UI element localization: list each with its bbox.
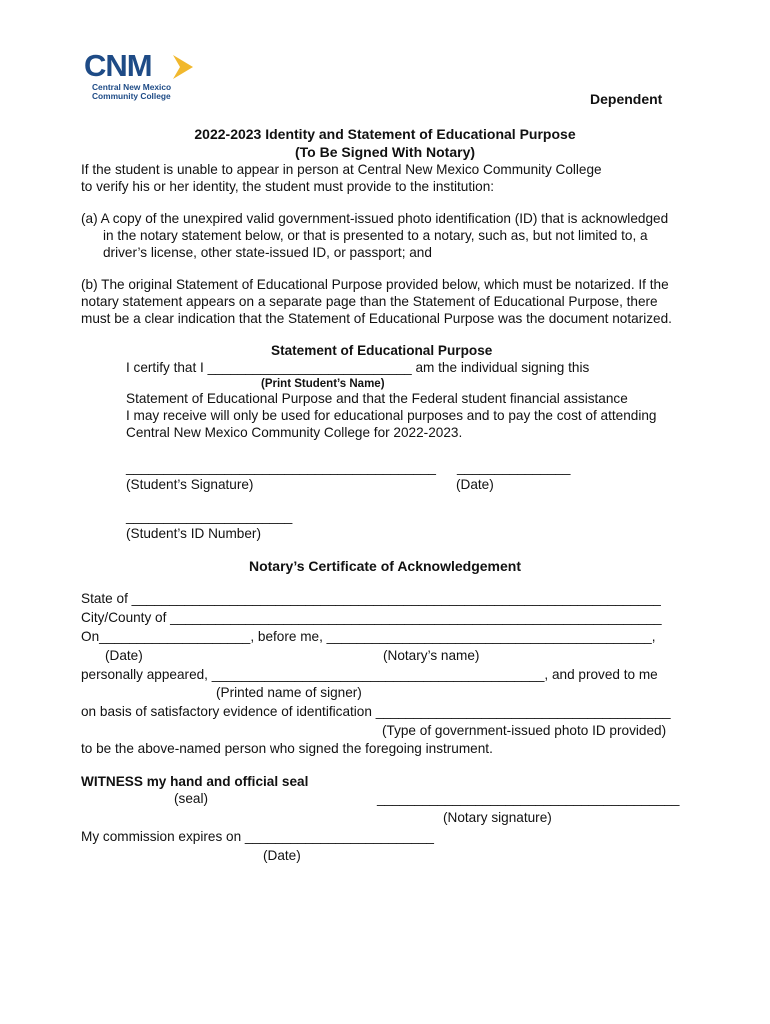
item-a-line-2: in the notary statement below, or that is presented to a notary, such as, but not limited to, a [103,228,648,243]
city-county-field[interactable]: City/County of _________________________________________________________________ [81,610,662,625]
form-subtitle: (To Be Signed With Notary) [294,144,476,160]
item-a-line-3: driver’s license, other state-issued ID, or passport; and [103,245,432,260]
student-id-caption: (Student’s ID Number) [126,526,261,541]
statement-body-1: Statement of Educational Purpose and that the Federal student financial assistance [126,391,628,406]
cnm-logo [84,48,204,104]
item-b-line-1: (b) The original Statement of Educational Purpose provided below, which must be notarized. If the [81,277,669,292]
logo-letters: CNM [84,48,152,83]
signature-date-caption: (Date) [456,477,494,492]
notary-name-caption: (Notary’s name) [383,648,480,663]
foregoing-line: to be the above-named person who signed the foregoing instrument. [81,741,493,756]
printed-name-caption: (Printed name of signer) [216,685,362,700]
student-id-field[interactable]: ______________________ [126,509,293,524]
witness-line: WITNESS my hand and official seal [81,774,309,789]
logo-arrow-icon [171,54,195,80]
student-signature-caption: (Student’s Signature) [126,477,254,492]
logo-line-1: Central New Mexico [92,82,172,92]
form-title: 2022-2023 Identity and Statement of Educational Purpose [194,126,576,142]
evidence-line[interactable]: on basis of satisfactory evidence of identification _______________________________________ [81,704,671,719]
statement-body-2: I may receive will only be used for educational purposes and to pay the cost of attending [126,408,657,423]
logo-line-2: Community College [92,91,171,101]
dependency-status: Dependent [590,91,663,107]
commission-date-caption: (Date) [263,848,301,863]
signature-date-field[interactable]: _______________ [457,460,571,475]
intro-line-1: If the student is unable to appear in person at Central New Mexico Community College [81,162,602,177]
student-signature-field[interactable]: _________________________________________ [126,460,436,475]
commission-expires-line[interactable]: My commission expires on _________________________ [81,829,434,844]
certify-line[interactable]: I certify that I ___________________________ am the individual signing this [126,360,590,375]
item-a-line-1: (a) A copy of the unexpired valid government-issued photo identification (ID) that is acknowledged [81,211,669,226]
seal-label: (seal) [174,791,208,806]
statement-body-3: Central New Mexico Community College for 2022-2023. [126,425,463,440]
notary-signature-caption: (Notary signature) [443,810,552,825]
item-b-line-3: must be a clear indication that the Statement of Educational Purpose was the document notarized. [81,311,672,326]
notary-heading: Notary’s Certificate of Acknowledgement [248,558,522,574]
personally-appeared-line[interactable]: personally appeared, ____________________________________________, and proved to me [81,667,658,682]
student-name-caption: (Print Student’s Name) [261,378,385,390]
notary-date-caption: (Date) [105,648,143,663]
item-b-line-2: notary statement appears on a separate page than the Statement of Educational Purpose, there [81,294,658,309]
notary-signature-field[interactable]: ________________________________________ [377,791,680,806]
state-field[interactable]: State of ______________________________________________________________________ [81,591,661,606]
intro-line-2: to verify his or her identity, the student must provide to the institution: [81,179,495,194]
statement-heading: Statement of Educational Purpose [271,343,493,358]
date-notary-name-line[interactable]: On____________________, before me, ___________________________________________, [81,629,656,644]
id-type-caption: (Type of government-issued photo ID provided) [382,723,667,738]
